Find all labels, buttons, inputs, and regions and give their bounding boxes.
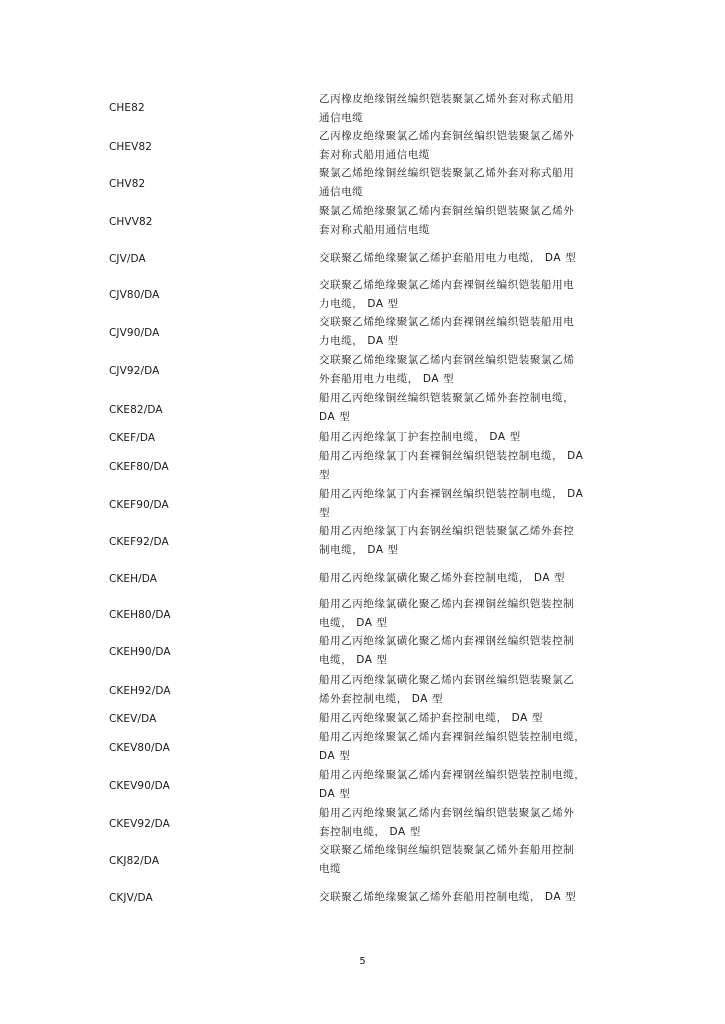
- description-line: 船用乙丙绝缘氯磺化聚乙烯内套裸钢丝编织铠装控制: [319, 635, 575, 647]
- description-line: 聚氯乙烯绝缘聚氯乙烯内套铜丝编织铠装聚氯乙烯外: [319, 205, 575, 217]
- description-line: 船用乙丙绝缘铜丝编织铠装聚氯乙烯外套控制电缆，: [319, 392, 575, 404]
- page-number: 5: [359, 956, 366, 967]
- cable-description: [319, 276, 574, 314]
- cable-description: [319, 127, 574, 165]
- cable-code: CKJ82/DA: [109, 855, 160, 867]
- description-line: 船用乙丙绝缘氯丁内套裸铜丝编织铠装控制电缆， DA: [319, 450, 584, 462]
- description-line: 力电缆， DA 型: [319, 335, 399, 347]
- description-line: 通信电缆: [319, 112, 364, 124]
- cable-description: [319, 841, 574, 879]
- description-line: 电缆: [319, 863, 342, 875]
- description-line: 交联聚乙烯绝缘聚氯乙烯内套裸铜丝编织铠装船用电: [319, 279, 575, 291]
- description-line: DA 型: [319, 411, 351, 423]
- description-line: 船用乙丙绝缘氯磺化聚乙烯内套钢丝编织铠装聚氯乙: [319, 674, 575, 686]
- cable-code: CKEV80/DA: [109, 742, 170, 754]
- cable-description: [319, 485, 583, 523]
- cable-code: CKE82/DA: [109, 404, 163, 416]
- cable-description: [319, 632, 574, 670]
- cable-code: CKEF92/DA: [109, 536, 169, 548]
- description-line: 乙丙橡皮绝缘铜丝编织铠装聚氯乙烯外套对称式船用: [319, 93, 575, 105]
- description-line: 电缆， DA 型: [319, 654, 388, 666]
- description-line: 烯外套控制电缆， DA 型: [319, 693, 444, 705]
- cable-description: [319, 164, 574, 202]
- description-line: 乙丙橡皮绝缘聚氯乙烯内套铜丝编织铠装聚氯乙烯外: [319, 130, 575, 142]
- cable-description: [319, 428, 521, 447]
- description-line: 船用乙丙绝缘聚氯乙烯内套裸铜丝编织铠装控制电缆，: [319, 731, 586, 743]
- description-line: DA 型: [319, 750, 351, 762]
- cable-description: [319, 90, 574, 128]
- description-line: 型: [319, 469, 331, 481]
- cable-code: CJV80/DA: [109, 289, 160, 301]
- cable-description: [319, 728, 585, 766]
- cable-code: CHV82: [109, 178, 146, 190]
- description-line: 外套船用电力电缆， DA 型: [319, 373, 455, 385]
- description-line: 船用乙丙绝缘氯丁内套钢丝编织铠装聚氯乙烯外套控: [319, 525, 575, 537]
- description-line: 制电缆， DA 型: [319, 544, 399, 556]
- cable-description: [319, 522, 574, 560]
- cable-description: [319, 351, 574, 389]
- cable-description: [319, 202, 574, 240]
- cable-code: CKJV/DA: [109, 892, 153, 904]
- description-line: 套对称式船用通信电缆: [319, 149, 430, 161]
- description-line: 力电缆， DA 型: [319, 298, 399, 310]
- description-line: 船用乙丙绝缘氯丁内套裸钢丝编织铠装控制电缆， DA: [319, 488, 584, 500]
- cable-code: CKEH80/DA: [109, 609, 171, 621]
- cable-code: CHVV82: [109, 216, 153, 228]
- cable-description: [319, 447, 583, 485]
- cable-description: [319, 249, 576, 268]
- description-line: 船用乙丙绝缘聚氯乙烯护套控制电缆， DA 型: [319, 712, 543, 724]
- description-line: 船用乙丙绝缘聚氯乙烯内套钢丝编织铠装聚氯乙烯外: [319, 807, 575, 819]
- description-line: 船用乙丙绝缘氯磺化聚乙烯内套裸铜丝编织铠装控制: [319, 598, 575, 610]
- description-line: 交联聚乙烯绝缘聚氯乙烯内套裸钢丝编织铠装船用电: [319, 316, 575, 328]
- cable-description: [319, 595, 574, 633]
- description-line: 套对称式船用通信电缆: [319, 224, 430, 236]
- cable-code: CKEH92/DA: [109, 685, 171, 697]
- cable-code: CKEH/DA: [109, 573, 158, 585]
- cable-description: [319, 313, 574, 351]
- cable-description: [319, 709, 543, 728]
- cable-description: [319, 888, 576, 907]
- description-line: 船用乙丙绝缘氯丁护套控制电缆， DA 型: [319, 431, 521, 443]
- cable-code: CKEH90/DA: [109, 646, 171, 658]
- cable-code: CKEV90/DA: [109, 780, 170, 792]
- description-line: 型: [319, 507, 331, 519]
- description-line: 交联聚乙烯绝缘聚氯乙烯外套船用控制电缆， DA 型: [319, 891, 577, 903]
- cable-description: [319, 389, 574, 427]
- cable-code: CHEV82: [109, 141, 153, 153]
- cable-description: [319, 569, 565, 588]
- cable-code: CHE82: [109, 102, 145, 114]
- cable-description: [319, 671, 574, 709]
- cable-code: CKEV92/DA: [109, 818, 170, 830]
- description-line: 交联聚乙烯绝缘铜丝编织铠装聚氯乙烯外套船用控制: [319, 844, 575, 856]
- cable-description: [319, 766, 585, 804]
- cable-code: CKEF/DA: [109, 432, 156, 444]
- description-line: DA 型: [319, 788, 351, 800]
- cable-description: [319, 804, 574, 842]
- cable-code: CKEF80/DA: [109, 461, 169, 473]
- description-line: 交联聚乙烯绝缘聚氯乙烯护套船用电力电缆， DA 型: [319, 252, 577, 264]
- description-line: 电缆， DA 型: [319, 617, 388, 629]
- cable-code: CJV92/DA: [109, 365, 160, 377]
- description-line: 套控制电缆， DA 型: [319, 826, 421, 838]
- description-line: 船用乙丙绝缘氯磺化聚乙烯外套控制电缆， DA 型: [319, 572, 566, 584]
- cable-code: CKEF90/DA: [109, 499, 169, 511]
- cable-code: CKEV/DA: [109, 713, 157, 725]
- cable-code: CJV90/DA: [109, 327, 160, 339]
- description-line: 船用乙丙绝缘聚氯乙烯内套裸钢丝编织铠装控制电缆，: [319, 769, 586, 781]
- cable-code: CJV/DA: [109, 253, 146, 265]
- description-line: 交联聚乙烯绝缘聚氯乙烯内套钢丝编织铠装聚氯乙烯: [319, 354, 575, 366]
- description-line: 通信电缆: [319, 186, 364, 198]
- description-line: 聚氯乙烯绝缘铜丝编织铠装聚氯乙烯外套对称式船用: [319, 167, 575, 179]
